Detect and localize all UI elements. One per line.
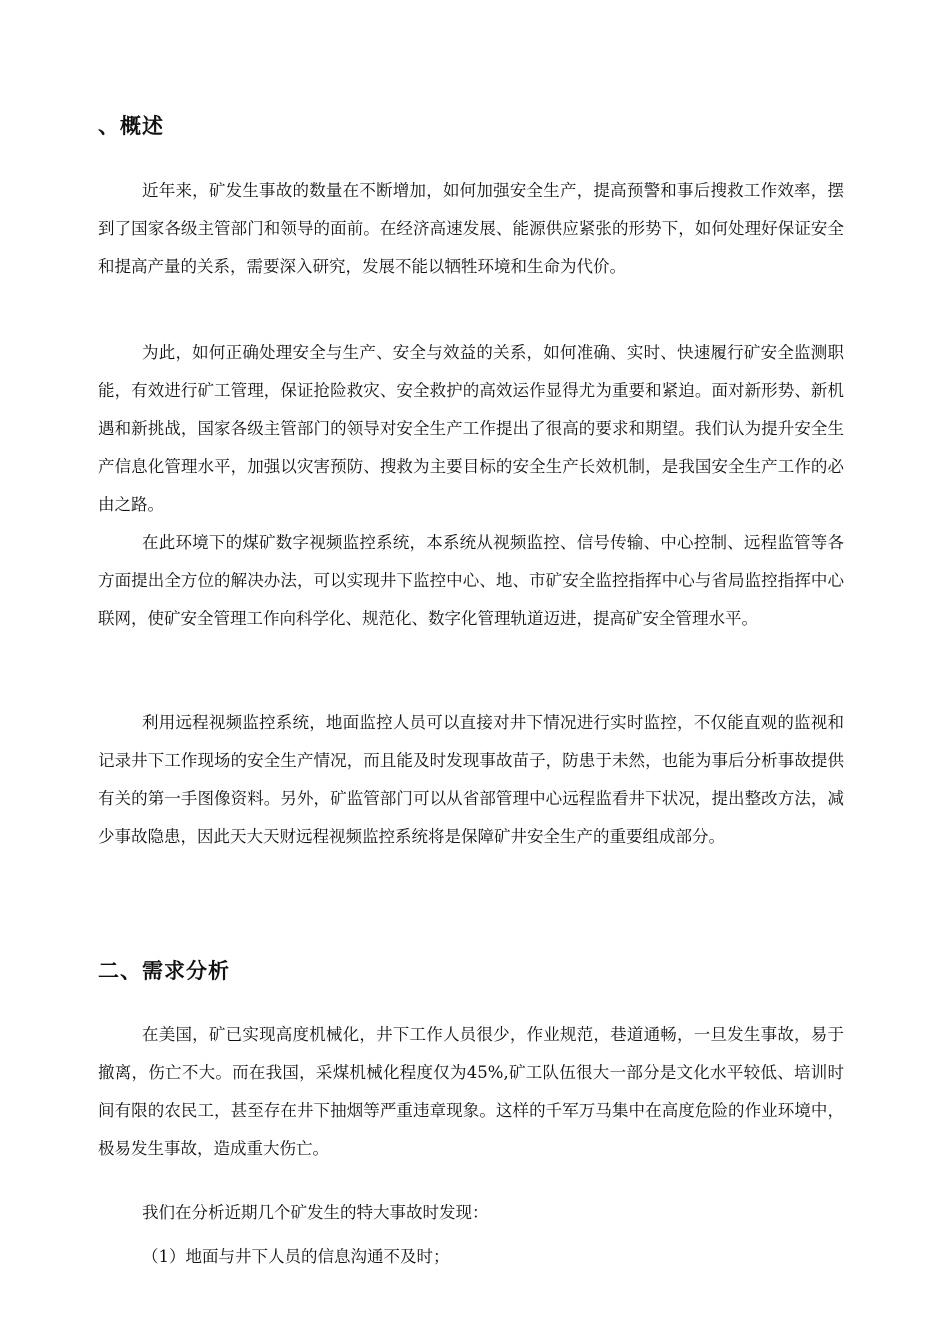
list-item: （1）地面与井下人员的信息沟通不及时； xyxy=(142,1247,450,1266)
paragraph-overview-3: 在此环境下的煤矿数字视频监控系统，本系统从视频监控、信号传输、中心控制、远程监管等各方面提出全方位的解决办法，可以实现井下监控中心、地、市矿安全监控指挥中心与省局监控指挥中心联网，使矿安全管理工作向科学化、规范化、数字化管理轨道迈进，提高矿安全管理水平。 xyxy=(98,533,844,628)
section-heading-overview: 、概述 xyxy=(98,114,164,138)
paragraph-overview-4: 利用远程视频监控系统，地面监控人员可以直接对井下情况进行实时监控，不仅能直观的监视和记录井下工作现场的安全生产情况，而且能及时发现事故苗子，防患于未然，也能为事后分析事故提供有关的第一手图像资料。另外，矿监管部门可以从省部管理中心远程监看井下状况，提出整改方法，减少事故隐患，因此天大天财远程视频监控系统将是保障矿井安全生产的重要组成部分。 xyxy=(98,713,844,846)
paragraph-overview-2: 为此，如何正确处理安全与生产、安全与效益的关系，如何准确、实时、快速履行矿安全监测职能，有效进行矿工管理，保证抢险救灾、安全救护的高效运作显得尤为重要和紧迫。面对新形势、新机遇和新挑战，国家各级主管部门的领导对安全生产工作提出了很高的要求和期望。我们认为提升安全生产信息化管理水平，加强以灾害预防、搜救为主要目标的安全生产长效机制，是我国安全生产工作的必由之路。 xyxy=(98,343,844,514)
paragraph-requirements-2: 我们在分析近期几个矿发生的特大事故时发现： xyxy=(142,1203,489,1222)
paragraph-requirements-1: 在美国，矿已实现高度机械化，井下工作人员很少，作业规范，巷道通畅，一旦发生事故，易于撤离，伤亡不大。而在我国，采煤机械化程度仅为45%,矿工队伍很大一部分是文化水平较低、培训时间有限的农民工，甚至存在井下抽烟等严重违章现象。这样的千军万马集中在高度危险的作业环境中，极易发生事故，造成重大伤亡。 xyxy=(98,1025,844,1158)
paragraph-overview-1: 近年来，矿发生事故的数量在不断增加，如何加强安全生产，提高预警和事后搜救工作效率，摆到了国家各级主管部门和领导的面前。在经济高速发展、能源供应紧张的形势下，如何处理好保证安全和提高产量的关系，需要深入研究，发展不能以牺牲环境和生命为代价。 xyxy=(98,181,844,276)
section-heading-requirements: 二、需求分析 xyxy=(98,959,230,983)
